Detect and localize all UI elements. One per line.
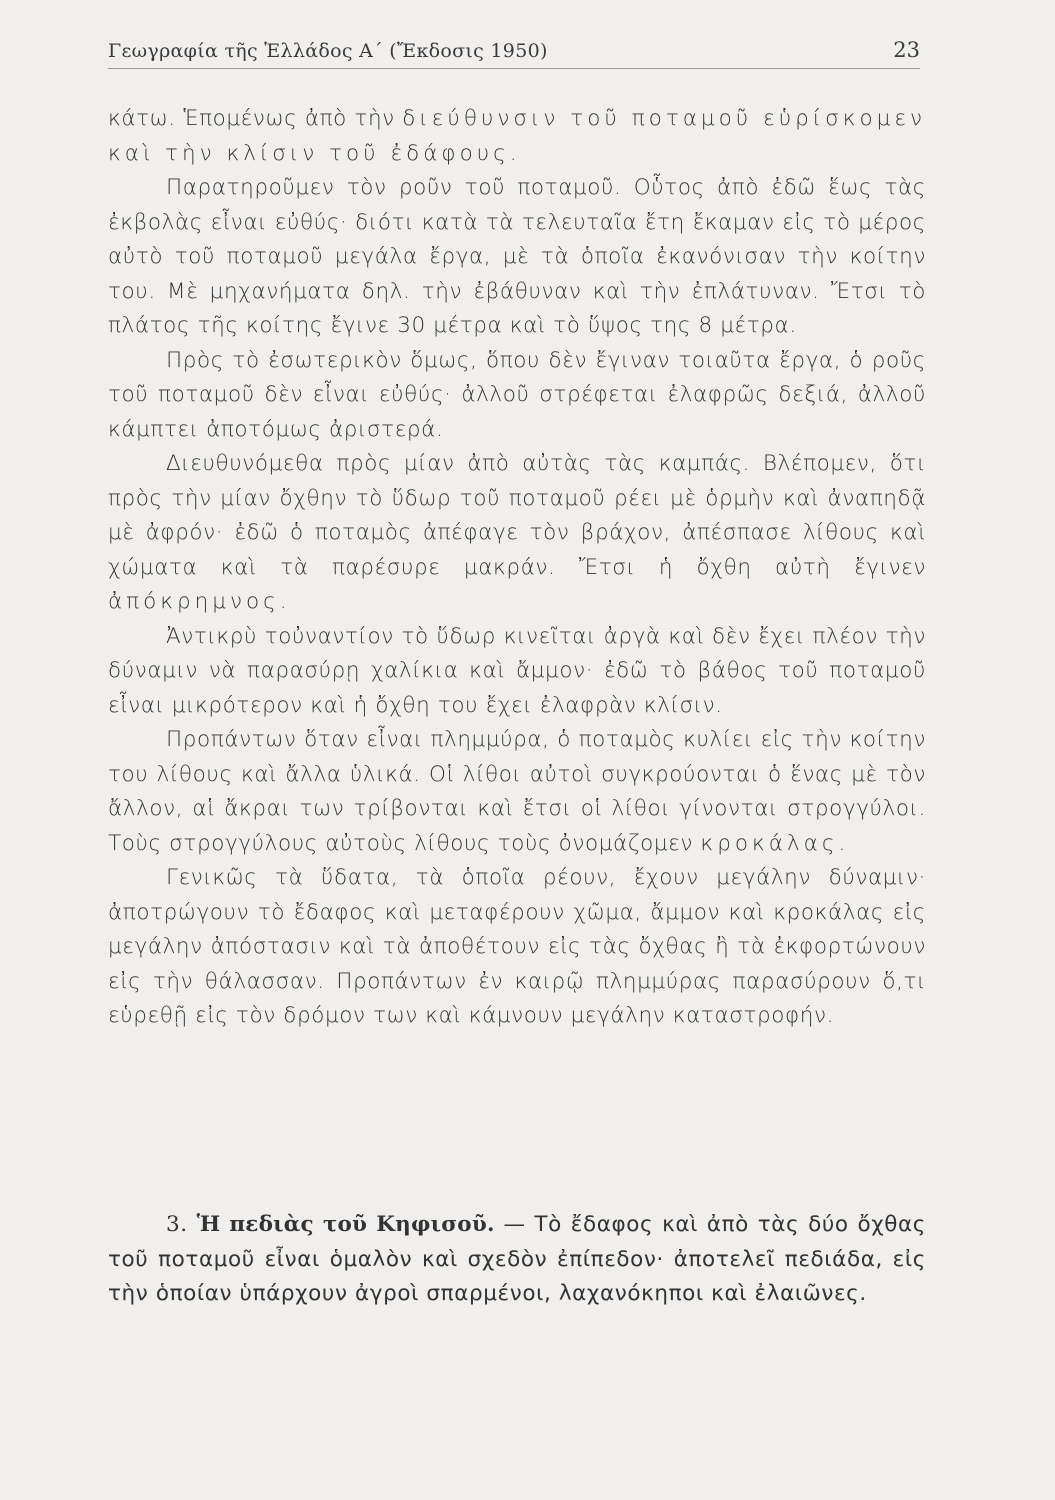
- page-number: 23: [893, 38, 920, 62]
- paragraph: Γενικῶς τὰ ὕδατα, τὰ ὁποῖα ρέουν, ἔχουν μεγάλην δύναμιν· ἀποτρώγουν τὸ ἔδαφος καὶ μεταφέρουν χῶμα, ἄμμον καὶ κροκάλας εἰς μεγάλην ἀπόστασιν καὶ τὰ ἀποθέτουν εἰς τὰς ὄχθας ἢ τὰ ἐκφορτώνουν εἰς τὴν θάλασσαν. Προπάντων ἐν καιρῷ πλημμύρας παρασύρουν ὅ,τι εὑρεθῇ εἰς τὸν δρόμον των καὶ κάμνουν μεγάλην καταστροφήν.: [108, 865, 926, 1028]
- body-text: [108, 102, 926, 1034]
- paragraph-text: κάτω. Ἑπομένως ἀπὸ τὴν: [108, 106, 403, 131]
- paragraph-text: Διευθυνόμεθα πρὸς μίαν ἀπὸ αὐτὰς τὰς καμπάς. Βλέπομεν, ὅτι πρὸς τὴν μίαν ὄχθην τὸ ὕδωρ τοῦ ποταμοῦ ρέει μὲ ὁρμὴν καὶ ἀναπηδᾷ μὲ ἀφρόν· ἐδῶ ὁ ποταμὸς ἀπέφαγε τὸν βράχον, ἀπέσπασε λίθους καὶ χώματα καὶ τὰ παρέσυρε μακράν. Ἔτσι ἡ ὄχθη αὐτὴ ἔγινεν: [108, 451, 926, 580]
- paragraph: [108, 723, 926, 861]
- running-title: Γεωγραφία τῆς Ἑλλάδος Α΄ (Ἔκδοσις 1950): [108, 40, 548, 62]
- emphasized-text: διεύθυνσιν τοῦ ποταμοῦ εὑρίσκομεν καὶ τὴν κλίσιν τοῦ ἐδάφους: [108, 106, 926, 166]
- paragraph: Πρὸς τὸ ἐσωτερικὸν ὅμως, ὅπου δὲν ἔγιναν τοιαῦτα ἔργα, ὁ ροῦς τοῦ ποταμοῦ δὲν εἶναι εὐθύς· ἀλλοῦ στρέφεται ἐλαφρῶς δεξιά, ἀλλοῦ κάμπτει ἀποτόμως ἀριστερά.: [108, 347, 926, 442]
- section-title: Ἡ πεδιὰς τοῦ Κηφισοῦ.: [196, 1212, 495, 1237]
- paragraph: [108, 447, 926, 620]
- paragraph-text: .: [838, 830, 846, 856]
- section: [108, 1208, 926, 1312]
- running-header: [108, 38, 920, 68]
- header-rule: [108, 68, 920, 69]
- paragraph-text: .: [279, 589, 288, 614]
- section-paragraph: [108, 1208, 926, 1312]
- emphasized-text: ἀπόκρημνος: [108, 589, 280, 614]
- paragraph: Ἀντικρὺ τοὐναντίον τὸ ὕδωρ κινεῖται ἀργὰ καὶ δὲν ἔχει πλέον τὴν δύναμιν νὰ παρασύρῃ χαλίκια καὶ ἄμμον· ἐδῶ τὸ βάθος τοῦ ποταμοῦ εἶναι μικρότερον καὶ ἡ ὄχθη του ἔχει ἐλαφρὰν κλίσιν.: [108, 623, 926, 718]
- paragraph-text: .: [509, 140, 518, 166]
- section-text: — Τὸ ἔδαφος καὶ ἀπὸ τὰς δύο ὄχθας τοῦ ποταμοῦ εἶναι ὁμαλὸν καὶ σχεδὸν ἐπίπεδον· ἀποτελεῖ πεδιάδα, εἰς τὴν ὁποίαν ὑπάρχουν ἀγροὶ σπαρμένοι, λαχανόκηποι καὶ ἐλαιῶνες.: [108, 1212, 927, 1306]
- section-number: 3.: [166, 1212, 188, 1237]
- paragraph-text: Προπάντων ὅταν εἶναι πλημμύρα, ὁ ποταμὸς κυλίει εἰς τὴν κοίτην του λίθους καὶ ἄλλα ὑλικά. Οἱ λίθοι αὐτοὶ συγκρούονται ὁ ἕνας μὲ τὸν ἄλλον, αἱ ἄκραι των τρίβονται καὶ ἔτσι οἱ λίθοι γίνονται στρογγύλοι. Τοὺς στρογγύλους αὐτοὺς λίθους τοὺς ὀνομάζομεν: [108, 727, 926, 856]
- emphasized-text: κροκάλας: [700, 830, 839, 856]
- paragraph: Παρατηροῦμεν τὸν ροῦν τοῦ ποταμοῦ. Οὗτος ἀπὸ ἐδῶ ἕως τὰς ἐκβολὰς εἶναι εὐθύς· διότι κατὰ τὰ τελευταῖα ἔτη ἔκαμαν εἰς τὸ μέρος αὐτὸ τοῦ ποταμοῦ μεγάλα ἔργα, μὲ τὰ ὁποῖα ἐκανόνισαν τὴν κοίτην του. Μὲ μηχανήματα δηλ. τὴν ἐβάθυναν καὶ τὴν ἐπλάτυναν. Ἔτσι τὸ πλάτος τῆς κοίτης ἔγινε 30 μέτρα καὶ τὸ ὕψος της 8 μέτρα.: [108, 175, 926, 338]
- paragraph: [108, 102, 926, 171]
